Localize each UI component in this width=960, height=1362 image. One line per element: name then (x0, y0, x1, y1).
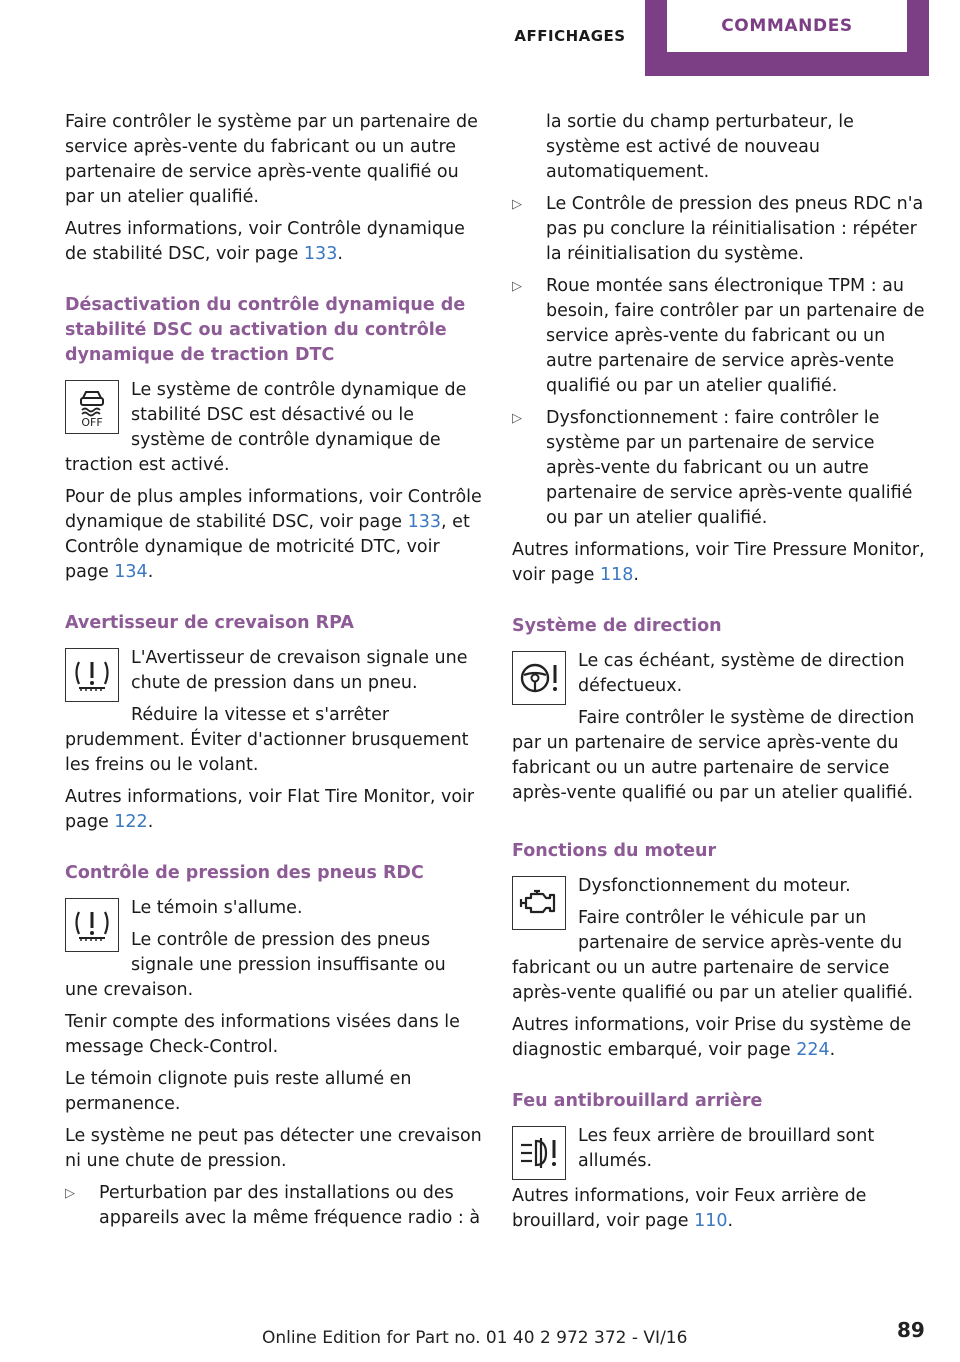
rdc-block (65, 896, 483, 1010)
page-number: 89 (897, 1318, 925, 1342)
steering-warning-icon (512, 651, 566, 705)
rear-fog-light-icon (512, 1126, 566, 1180)
text: . (829, 1040, 836, 1060)
list-item (65, 1181, 483, 1231)
text: Pour de plus amples informations, voir Contrôle dynamique de stabilité DSC, voir page (65, 487, 482, 532)
tab-commandes[interactable]: COMMANDES (667, 0, 907, 52)
paragraph: Dysfonctionnement du moteur. (578, 876, 851, 896)
left-column (65, 110, 483, 1238)
paragraph: Le système de contrôle dynamique de stabilité DSC est désactivé ou le système de contrôle dynamique de traction est activé. (65, 380, 467, 475)
rpa-block (65, 646, 483, 785)
triangle-bullet-icon: ▷ (512, 197, 522, 212)
section-heading-rdc: Contrôle de pression des pneus RDC (65, 863, 424, 883)
tab-affichages[interactable]: AFFICHAGES (514, 27, 626, 45)
page-link-133[interactable]: 133 (407, 512, 442, 532)
dsc-off-icon (65, 380, 119, 434)
list-item-text: Dysfonctionnement : faire contrôler le système par un partenaire de service après-vente du fabricant ou un autre partenaire de service après-vente qualifié ou par un atelier qualifié. (546, 408, 913, 528)
list-item (512, 274, 930, 399)
paragraph: Le contrôle de pression des pneus signale une pression insuffisante ou une crevaison. (65, 930, 446, 1000)
page-header (0, 0, 960, 78)
fog-block (512, 1124, 930, 1184)
paragraph: Le témoin s'allume. (131, 898, 303, 918)
triangle-bullet-icon: ▷ (65, 1186, 75, 1201)
text: . (147, 812, 154, 832)
paragraph (65, 485, 483, 585)
engine-check-icon (512, 876, 566, 930)
paragraph (512, 1184, 930, 1234)
paragraph: Tenir compte des informations visées dans le message Check-Control. (65, 1012, 460, 1057)
text: Autres informations, voir Flat Tire Monitor, voir page (65, 787, 475, 832)
svg-text:OFF: OFF (81, 416, 103, 429)
moteur-block (512, 874, 930, 1013)
section-heading-fog: Feu antibrouillard arrière (512, 1091, 763, 1111)
tire-pressure-warning-icon (65, 648, 119, 702)
bullet-list (512, 192, 930, 531)
paragraph (512, 538, 930, 588)
paragraph: Faire contrôler le véhicule par un partenaire de service après-vente du fabricant ou un autre partenaire de service après-vente qualifié ou par un atelier qualifié. (512, 908, 914, 1003)
text: Autres informations, voir Tire Pressure Monitor, voir page (512, 540, 925, 585)
section-heading-moteur: Fonctions du moteur (512, 841, 717, 861)
section-heading-direction: Système de direction (512, 616, 722, 636)
bullet-list (65, 1181, 483, 1231)
list-item (512, 406, 930, 531)
page-link-110[interactable]: 110 (694, 1211, 728, 1231)
page-footer (0, 1316, 960, 1356)
list-item-text: Le Contrôle de pression des pneus RDC n'a pas pu conclure la réinitialisation : répéter la réinitialisation du système. (546, 194, 924, 264)
list-item-text: Perturbation par des installations ou des appareils avec la même fréquence radio : à (99, 1183, 481, 1228)
paragraph: L'Avertisseur de crevaison signale une chute de pression dans un pneu. (131, 648, 468, 693)
page-link-122[interactable]: 122 (114, 812, 148, 832)
paragraph: Faire contrôler le système par un partenaire de service après-vente du fabricant ou un autre partenaire de service après-vente qualifié ou par un atelier qualifié. (65, 112, 478, 207)
text: Autres informations, voir Prise du système de diagnostic embarqué, voir page (512, 1015, 912, 1060)
list-item-text: Roue montée sans électronique TPM : au besoin, faire contrôler par un partenaire de service après-vente du fabricant ou un autre partenaire de service après-vente qualifié ou par un atelier qualifié. (546, 276, 925, 396)
direction-block (512, 649, 930, 813)
page-link-133[interactable]: 133 (303, 244, 338, 264)
paragraph: Faire contrôler le système de direction par un partenaire de service après-vente du fabricant ou un autre partenaire de service après-vente qualifié ou par un atelier qualifié. (512, 708, 915, 803)
triangle-bullet-icon: ▷ (512, 411, 522, 426)
tire-pressure-warning-icon (65, 898, 119, 952)
paragraph (65, 217, 483, 267)
paragraph: Le système ne peut pas détecter une crevaison ni une chute de pression. (65, 1126, 482, 1171)
paragraph: Les feux arrière de brouillard sont allumés. (578, 1126, 875, 1171)
text: . (633, 565, 639, 585)
tab-commandes-frame (645, 0, 929, 76)
text: . (337, 244, 343, 264)
section-heading-dsc: Désactivation du contrôle dynamique de stabilité DSC ou activation du contrôle dynamique de traction DTC (65, 295, 466, 365)
text: . (147, 562, 154, 582)
section-heading-rpa: Avertisseur de crevaison RPA (65, 613, 354, 633)
text: , et Contrôle dynamique de motricité DTC, voir page (65, 512, 470, 582)
paragraph: Réduire la vitesse et s'arrêter prudemment. Éviter d'actionner brusquement les freins ou le volant. (65, 705, 469, 775)
paragraph: Le cas échéant, système de direction défectueux. (578, 651, 905, 696)
page-link-118[interactable]: 118 (599, 565, 634, 585)
paragraph (65, 785, 483, 835)
text: Autres informations, voir Contrôle dynamique de stabilité DSC, voir page (65, 219, 465, 264)
text: Autres informations, voir Feux arrière de brouillard, voir page (512, 1186, 867, 1231)
dsc-block (65, 378, 483, 485)
page-link-134[interactable]: 134 (114, 562, 148, 582)
list-item (512, 192, 930, 267)
text: . (727, 1211, 734, 1231)
paragraph: Le témoin clignote puis reste allumé en permanence. (65, 1069, 412, 1114)
triangle-bullet-icon: ▷ (512, 279, 522, 294)
right-column (512, 110, 930, 1241)
edition-info: Online Edition for Part no. 01 40 2 972 372 - VI/16 (262, 1328, 688, 1348)
list-item-continuation: la sortie du champ perturbateur, le système est activé de nouveau automatiquement. (546, 112, 854, 182)
paragraph (512, 1013, 930, 1063)
page-link-224[interactable]: 224 (796, 1040, 830, 1060)
